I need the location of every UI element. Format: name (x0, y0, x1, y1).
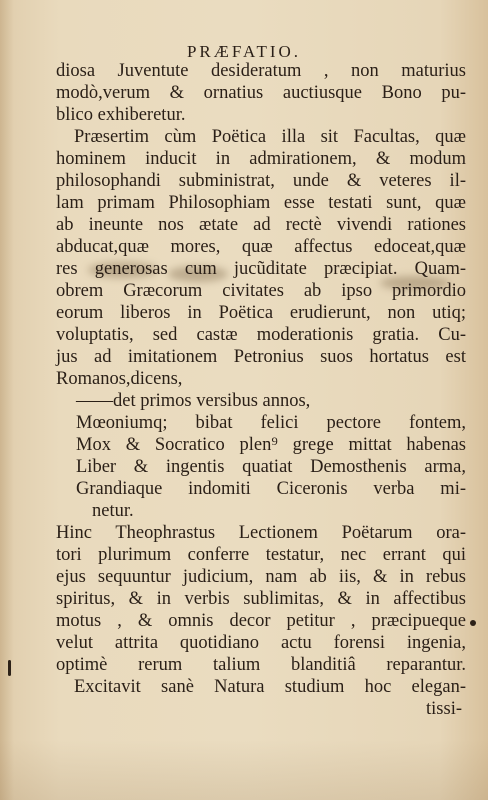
ink-speck (8, 660, 11, 676)
text-line: eorum liberos in Poëtica erudierunt, non utiq; (56, 303, 466, 323)
text-line: Mœoniumq; bibat felici pectore fontem, (76, 413, 466, 433)
text-line: res generosas cum jucũditate præcipiat. Quam- (56, 259, 466, 279)
text-line: motus , & omnis decor petitur , præcipueque (56, 611, 466, 631)
text-line: lam primam Philosophiam esse testati sunt, quæ (56, 193, 466, 213)
text-line: Grandiaque indomiti Ciceronis verba mi- (76, 479, 466, 499)
text-line: ejus sequuntur judicium, nam ab iis, & in rebus (56, 567, 466, 587)
text-line: philosophandi subministrat, unde & veteres il- (56, 171, 466, 191)
text-line: Liber & ingentis quatiat Demosthenis arma, (76, 457, 466, 477)
text-line: diosa Juventute desideratum , non maturius (56, 61, 466, 81)
text-line: voluptatis, sed castæ moderationis gratia. Cu- (56, 325, 466, 345)
text-line: jus ad imitationem Petronius suos hortatus est (56, 347, 466, 367)
ink-speck (470, 620, 476, 626)
text-line: modò,verum & ornatius auctiusque Bono pu- (56, 83, 466, 103)
text-line: Præsertim cùm Poëtica illa sit Facultas, quæ (74, 127, 466, 147)
text-line: abducat,quæ mores, quæ affectus edoceat,quæ (56, 237, 466, 257)
text-line: Mox & Socratico plen⁹ grege mittat habenas (76, 435, 466, 455)
text-line: Excitavit sanè Natura studium hoc elegan- (74, 677, 466, 697)
text-line: ——det primos versibus annos, (76, 391, 311, 411)
text-line: blico exhiberetur. (56, 105, 186, 125)
text-line: tissi- (426, 699, 462, 719)
text-line: velut attrita quotidiano actu forensi ingenia, (56, 633, 466, 653)
text-line: tori plurimum conferre testatur, nec errant qui (56, 545, 466, 565)
text-line: spiritus, & in verbis sublimitas, & in affectibus (56, 589, 466, 609)
text-line: Hinc Theophrastus Lectionem Poëtarum ora- (56, 523, 466, 543)
text-line: optimè rerum talium blanditiâ reparantur. (56, 655, 466, 675)
running-head: PRÆFATIO. (186, 42, 302, 61)
text-line: ab ineunte nos ætate ad rectè vivendi rationes (56, 215, 466, 235)
text-line: obrem Græcorum civitates ab ipso primordio (56, 281, 466, 301)
text-line: Romanos,dicens, (56, 369, 183, 389)
text-line: netur. (92, 501, 134, 521)
body-text (56, 60, 466, 720)
text-line: hominem inducit in admirationem, & modum (56, 149, 466, 169)
